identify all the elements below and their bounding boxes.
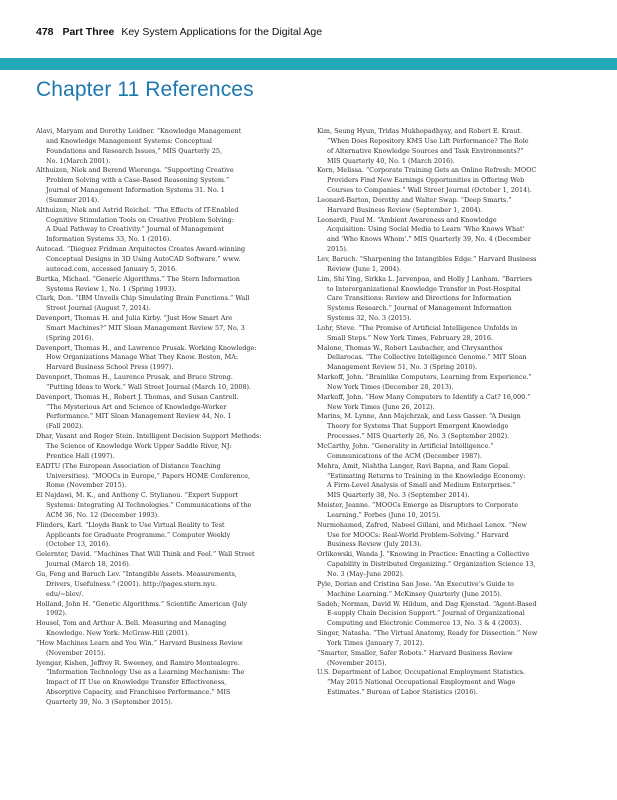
reference-line: McCarthy, John. “Generality in Artificial Intelligence.” (317, 442, 494, 450)
reference-line: Communications of the ACM (December 1987). (327, 451, 482, 460)
reference-line: Impact of IT Use on Knowledge Transfer Effectiveness, (46, 678, 227, 687)
reference-entry (317, 668, 583, 698)
reference-line: and Knowledge Management Systems: Conceptual (46, 136, 212, 145)
reference-line: Gelernter, David. “Machines That Will Think and Feel.” Wall Street (36, 550, 255, 559)
reference-line: 2015). (327, 245, 348, 254)
reference-entry (317, 501, 583, 521)
reference-line: “Putting Ideas to Work.” Wall Street Journal (March 10, 2008). (46, 382, 252, 391)
reference-line: Harvard Business Review (September 1, 2004). (327, 205, 483, 214)
reference-entry (317, 166, 583, 196)
reference-line: Althuizen, Niek and Berend Wierenga. “Supporting Creative (36, 166, 234, 175)
reference-entry (317, 216, 583, 255)
reference-line: “May 2015 National Occupational Employment and Wage (327, 678, 516, 687)
reference-line: “Smarter, Smaller, Safer Robots.” Harvard Business Review (317, 648, 513, 657)
reference-entry (36, 275, 299, 295)
reference-entry (36, 294, 299, 314)
reference-line: Performance.” MIT Sloan Management Review 44, No. 1 (46, 412, 232, 421)
reference-line: Alavi, Maryam and Dorothy Leidner. “Knowledge Management (36, 127, 242, 135)
reference-entry (36, 206, 299, 245)
reference-line: Quarterly 39, No. 3 (September 2015). (46, 697, 173, 706)
reference-line: Gu, Feng and Baruch Lev. “Intangible Assets. Measurements, (36, 569, 237, 578)
reference-line: Management Review 51, No. 3 (Spring 2010). (327, 363, 478, 372)
reference-line: “When Does Repository KMS Use Lift Performance? The Role (327, 136, 529, 145)
reference-line: Universities). “MOOCs in Europe,” Papers HOME Conference, (46, 471, 251, 480)
reference-line: Davenport, Thomas H., and Lawrence Prusak. Working Knowledge: (36, 343, 257, 352)
reference-entry (36, 127, 299, 166)
reference-line: Courses to Companies.” Wall Street Journal (October 1, 2014). (327, 186, 532, 195)
reference-line: Cognitive Stimulation Tools on Creative Problem Solving: (46, 215, 234, 224)
reference-line: Iyengar, Kishen, Jeffrey R. Sweeney, and Ramiro Montealegre. (36, 658, 240, 667)
reference-entry (317, 442, 583, 462)
reference-line: Systems 32, No. 3 (2015). (327, 314, 412, 323)
reference-entry (317, 127, 583, 166)
reference-line: Dellarocas. “The Collective Intelligence Genome.” MIT Sloan (327, 353, 527, 362)
reference-line: Leonardi, Paul M. “Ambient Awareness and Knowledge (317, 215, 497, 224)
reference-entry (317, 373, 583, 393)
references-right-column (317, 127, 583, 698)
reference-entry (317, 275, 583, 324)
reference-line: “Information Technology Use as a Learning Mechanism: The (46, 668, 245, 677)
reference-entry (36, 245, 299, 275)
reference-line: Markoff, John. “How Many Computers to Identify a Cat? 16,000.” (317, 392, 531, 401)
reference-entry (36, 166, 299, 205)
reference-line: Rome (November 2015). (46, 481, 127, 490)
reference-line: A Firm-Level Analysis of Small and Medium Enterprises.” (327, 481, 516, 490)
reference-line: Malone, Thomas W., Robert Laubacher, and Chrysanthos (317, 343, 503, 352)
part-label: Part Three (62, 26, 115, 38)
reference-line: Meister, Jeanne. “MOOCs Emerge as Disruptors to Corporate (317, 501, 519, 510)
reference-entry (36, 314, 299, 344)
reference-line: Street Journal (August 7, 2014). (46, 304, 151, 313)
reference-line: Kim, Seung Hyun, Tridas Mukhopadhyay, and Robert E. Kraut. (317, 127, 523, 135)
reference-line: Harvard Business School Press (1997). (46, 363, 174, 372)
reference-line: Singer, Natasha. “The Virtual Anatomy, Ready for Dissection.” New (317, 629, 538, 638)
reference-line: Systems Research.” Journal of Management Information (327, 304, 512, 313)
reference-entry (317, 462, 583, 501)
reference-line: Systems Review 1, No. 1 (Spring 1993). (46, 284, 177, 293)
reference-line: Foundations and Research Issues,” MIS Quarterly 25, (46, 146, 223, 155)
reference-line: Orlikowski, Wanda J. “Knowing in Practice: Enacting a Collective (317, 550, 530, 559)
reference-line: How Organizations Manage What They Know. Boston, MA: (46, 353, 239, 362)
reference-line: Theory for Systems That Support Emergent Knowledge (327, 422, 509, 431)
reference-line: Korn, Melissa. “Corporate Training Gets an Online Refresh: MOOC (317, 166, 537, 175)
reference-line: Davenport, Thomas H. and Julia Kirby. “Just How Smart Are (36, 314, 233, 323)
reference-line: Markoff, John. “Brainlike Computers, Learning from Experience.” (317, 373, 532, 382)
reference-entry (317, 600, 583, 630)
reference-line: “The Mysterious Art and Science of Knowledge-Worker (46, 402, 227, 411)
reference-entry (36, 373, 299, 393)
reference-line: 1992). (46, 609, 67, 618)
reference-line: Conceptual Designs in 3D Using AutoCAD Software.” www. (46, 254, 241, 263)
reference-line: Business Review (July 2013). (327, 540, 422, 549)
reference-line: Nurmohamed, Zafred, Nabeel Gillani, and Michael Lenox. “New (317, 520, 527, 529)
reference-line: A Dual Pathway to Creativity.” Journal of Management (46, 225, 224, 234)
section-label: Key System Applications for the Digital Age (121, 26, 323, 38)
reference-line: Leonard-Barton, Dorothy and Walter Swap. “Deep Smarts.” (317, 195, 512, 204)
reference-line: The Science of Knowledge Work Upper Saddle River, NJ: (46, 442, 232, 450)
reference-entry (36, 393, 299, 432)
reference-line: No. 1(March 2001). (46, 156, 111, 165)
reference-entry (317, 344, 583, 374)
reference-line: New York Times (December 28, 2013). (327, 382, 454, 391)
reference-line: Drivers, Usefulness.” (2001). http://pages.stern.nyu. (46, 579, 217, 588)
reference-line: Acquisition: Using Social Media to Learn ‘Who Knows What’ (327, 225, 525, 234)
reference-line: Processes.” MIS Quarterly 26, No. 3 (September 2002). (327, 432, 510, 441)
reference-line: and ‘Who Knows Whom’.” MIS Quarterly 39, No. 4 (December (327, 235, 531, 244)
reference-entry (317, 412, 583, 442)
reference-line: MIS Quarterly 38, No. 3 (September 2014). (327, 491, 470, 500)
reference-line: U.S. Department of Labor, Occupational Employment Statistics. (317, 668, 526, 677)
reference-line: (Summer 2014). (46, 195, 100, 204)
reference-line: (November 2015). (327, 658, 387, 667)
reference-line: Housel, Tom and Arthur A. Bell. Measuring and Managing (36, 619, 227, 628)
reference-line: autocad.com, accessed January 5, 2016. (46, 264, 178, 273)
reference-entry (317, 521, 583, 551)
reference-line: (October 13, 2016). (46, 540, 111, 549)
reference-entry (317, 393, 583, 413)
reference-line: Clark, Don. “IBM Unveils Chip Simulating Brain Functions.” Wall (36, 294, 250, 303)
reference-entry (36, 639, 299, 659)
reference-line: E-supply Chain Decision Support.” Journal of Organizational (327, 609, 525, 618)
reference-line: EADTU (The European Association of Distance Teaching (36, 461, 221, 470)
reference-line: El Najdawi, M. K., and Anthony C. Stylianou. “Expert Support (36, 491, 239, 500)
reference-line: Sadeh, Norman, David W. Hildum, and Dag Kjenstad. “Agent-Based (317, 599, 537, 608)
reference-line: Holland, John H. “Genetic Algorithms.” Scientific American (July (36, 599, 248, 608)
reference-line: Davenport, Thomas H., Robert J. Thomas, and Susan Cantrell. (36, 392, 239, 401)
reference-entry (36, 491, 299, 521)
reference-entry (317, 550, 583, 580)
reference-entry (317, 580, 583, 600)
reference-line: Providers Find New Earnings Opportunities in Offering Web (327, 176, 525, 185)
reference-line: (Spring 2016). (46, 333, 94, 342)
header-divider-bar (0, 58, 617, 70)
page-number: 478 (36, 26, 54, 38)
reference-line: Mehra, Amit, Nishtha Langer, Ravi Bapna, and Ram Gopal. (317, 461, 511, 470)
reference-entry (36, 344, 299, 374)
reference-line: Capability in Distributed Organizing.” Organization Science 13, (327, 560, 536, 569)
reference-line: (November 2015). (46, 648, 106, 657)
reference-line: Autocad. “Dieguez Fridman Arquitectos Creates Award-winning (36, 245, 246, 254)
reference-line: Computing and Electronic Commerce 13, No. 3 & 4 (2003). (327, 619, 522, 628)
reference-line: Davenport, Thomas H., Laurence Prusak, and Bruce Strong. (36, 373, 233, 382)
reference-line: York Times (January 7, 2012). (327, 638, 425, 647)
reference-entry (36, 432, 299, 462)
reference-line: Estimates.” Bureau of Labor Statistics (2016). (327, 688, 478, 697)
reference-line: Use for MOOCs: Real-World Problem-Solving.” Harvard (327, 530, 509, 539)
references-left-column (36, 127, 299, 708)
reference-entry (317, 255, 583, 275)
reference-line: ACM 36, No. 12 (December 1993). (46, 510, 160, 519)
reference-line: Lim, Shi Ying, Sirkka L. Jarvenpaa, and Holly J Lanham. “Barriers (317, 274, 533, 283)
reference-line: Pyle, Dorian and Cristina San Jose. “An Executive’s Guide to (317, 579, 514, 588)
reference-line: Care Transitions: Review and Directions for Information (327, 294, 512, 303)
reference-line: Burtka, Michael. “Generic Algorithms.” The Stern Information (36, 274, 240, 283)
reference-entry (36, 570, 299, 600)
reference-entry (317, 649, 583, 669)
reference-line: Machine Learning.” McKinsey Quarterly (June 2015). (327, 589, 502, 598)
reference-line: edu/~blev/. (46, 589, 84, 598)
reference-line: Absorptive Capacity, and Franchisee Performance.” MIS (46, 688, 231, 697)
reference-entry (317, 324, 583, 344)
reference-line: Learning.” Forbes (June 10, 2015). (327, 510, 441, 519)
reference-entry (317, 629, 583, 649)
reference-line: Information Systems 33, No. 1 (2016). (46, 235, 172, 244)
reference-line: “How Machines Learn and You Win.” Harvard Business Review (36, 638, 243, 647)
reference-line: Dhar, Vasant and Roger Stein. Intelligent Decision Support Methods: (36, 432, 262, 441)
reference-line: Marins, M. Lynne, Ann Majchrzak, and Less Gasser. “A Design (317, 412, 521, 421)
reference-line: Applicants for Graduate Programme.” Computer Weekly (46, 530, 231, 539)
reference-line: Small Steps.” New York Times, February 28, 2016. (327, 333, 493, 342)
reference-entry (317, 196, 583, 216)
reference-line: (Fall 2002). (46, 422, 84, 431)
reference-line: Systems: Integrating AI Technologies.” Communications of the (46, 501, 252, 510)
reference-entry (36, 521, 299, 551)
reference-line: Knowledge. New York: McGraw-Hill (2001). (46, 629, 190, 638)
reference-entry (36, 619, 299, 639)
reference-entry (36, 550, 299, 570)
chapter-title: Chapter 11 References (36, 78, 254, 101)
reference-entry (36, 462, 299, 492)
reference-line: Problem Solving with a Case-Based Reasoning System.” (46, 176, 230, 185)
reference-line: Prentice Hall (1997). (46, 451, 115, 460)
reference-entry (36, 600, 299, 620)
reference-line: Review (June 1, 2004). (327, 264, 402, 273)
reference-line: Smart Machines?” MIT Sloan Management Review 57, No. 3 (46, 323, 245, 332)
reference-line: Lev, Baruch. “Sharpening the Intangibles Edge.” Harvard Business (317, 254, 537, 263)
reference-line: Althuizen, Niek and Astrid Reichel. “The Effects of IT-Enabled (36, 205, 239, 214)
reference-entry (36, 659, 299, 708)
reference-line: MIS Quarterly 40, No. 1 (March 2016). (327, 156, 455, 165)
reference-line: Lohr, Steve. “The Promise of Artificial Intelligence Unfolds in (317, 323, 518, 332)
reference-line: “Estimating Returns to Training in the Knowledge Economy: (327, 471, 526, 480)
reference-line: New York Times (June 26, 2012). (327, 402, 435, 411)
reference-line: No. 3 (May–June 2002). (327, 569, 405, 578)
running-header (36, 26, 596, 42)
reference-line: Journal (March 18, 2016). (46, 560, 131, 569)
reference-line: Flinders, Karl. “Lloyds Bank to Use Virtual Reality to Test (36, 520, 225, 529)
reference-line: of Alternative Knowledge Sources and Task Environments?” (327, 146, 524, 155)
reference-line: to Interorganizational Knowledge Transfer in Post-Hospital (327, 284, 521, 293)
reference-line: Journal of Management Information Systems 31. No. 1 (46, 186, 225, 195)
